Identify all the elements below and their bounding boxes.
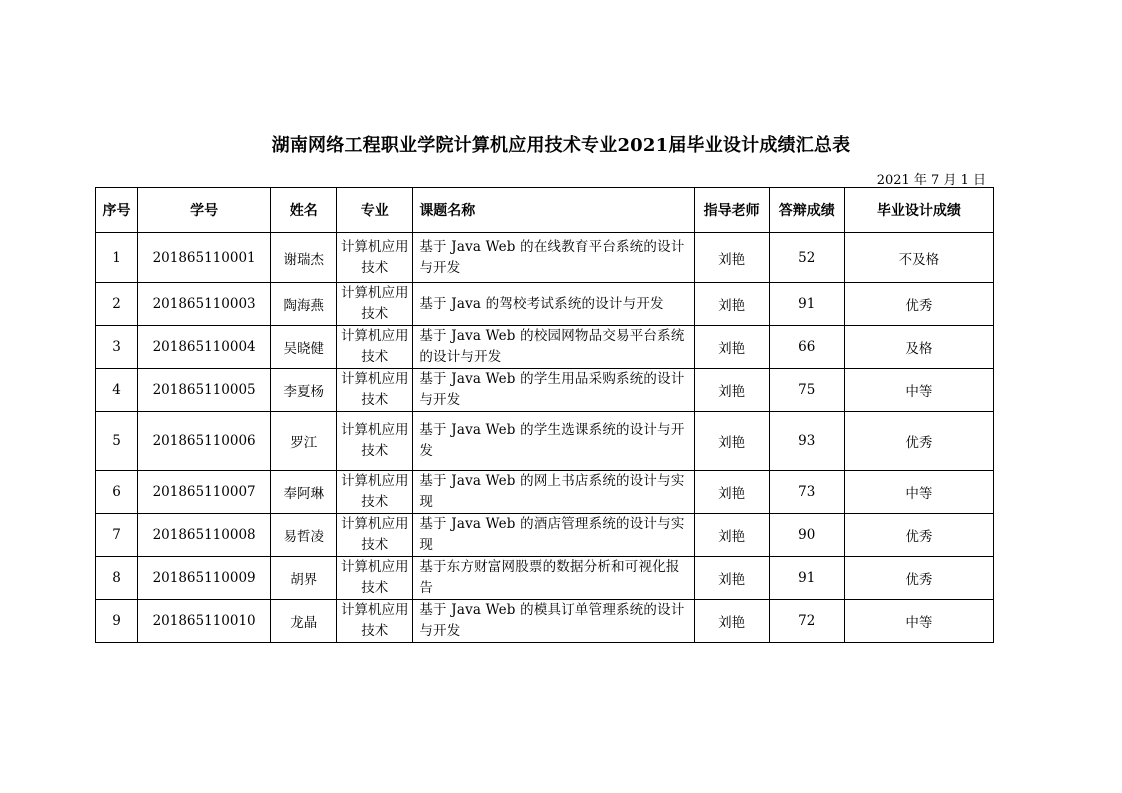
grades-table bbox=[95, 187, 994, 643]
cell-defense-score: 52 bbox=[769, 233, 844, 283]
cell-teacher: 刘艳 bbox=[694, 283, 769, 326]
table-row bbox=[96, 557, 994, 600]
document-date: 2021 年 7 月 1 日 bbox=[876, 173, 986, 188]
table-row bbox=[96, 326, 994, 369]
cell-name: 龙晶 bbox=[271, 600, 337, 643]
cell-major: 计算机应用技术 bbox=[337, 514, 413, 557]
table-row bbox=[96, 600, 994, 643]
cell-final-grade: 中等 bbox=[844, 471, 993, 514]
cell-major: 计算机应用技术 bbox=[337, 557, 413, 600]
cell-topic: 基于 Java Web 的酒店管理系统的设计与实现 bbox=[413, 514, 694, 557]
cell-no: 9 bbox=[96, 600, 138, 643]
cell-defense-score: 73 bbox=[769, 471, 844, 514]
cell-no: 3 bbox=[96, 326, 138, 369]
cell-name: 陶海燕 bbox=[271, 283, 337, 326]
cell-student-id: 201865110010 bbox=[138, 600, 271, 643]
cell-teacher: 刘艳 bbox=[694, 233, 769, 283]
cell-no: 1 bbox=[96, 233, 138, 283]
cell-major: 计算机应用技术 bbox=[337, 369, 413, 412]
cell-defense-score: 75 bbox=[769, 369, 844, 412]
header-teacher: 指导老师 bbox=[694, 188, 769, 233]
header-name: 姓名 bbox=[271, 188, 337, 233]
cell-student-id: 201865110006 bbox=[138, 412, 271, 471]
table-row bbox=[96, 369, 994, 412]
table-row bbox=[96, 514, 994, 557]
cell-final-grade: 中等 bbox=[844, 369, 993, 412]
cell-student-id: 201865110009 bbox=[138, 557, 271, 600]
table-row bbox=[96, 412, 994, 471]
cell-name: 谢瑞杰 bbox=[271, 233, 337, 283]
cell-defense-score: 66 bbox=[769, 326, 844, 369]
cell-teacher: 刘艳 bbox=[694, 326, 769, 369]
cell-topic: 基于 Java Web 的学生用品采购系统的设计与开发 bbox=[413, 369, 694, 412]
cell-major: 计算机应用技术 bbox=[337, 233, 413, 283]
cell-student-id: 201865110004 bbox=[138, 326, 271, 369]
cell-student-id: 201865110008 bbox=[138, 514, 271, 557]
cell-major: 计算机应用技术 bbox=[337, 471, 413, 514]
table-row bbox=[96, 283, 994, 326]
cell-teacher: 刘艳 bbox=[694, 412, 769, 471]
cell-name: 易哲凌 bbox=[271, 514, 337, 557]
cell-no: 4 bbox=[96, 369, 138, 412]
cell-no: 6 bbox=[96, 471, 138, 514]
cell-major: 计算机应用技术 bbox=[337, 600, 413, 643]
table-body bbox=[96, 233, 994, 643]
cell-name: 罗江 bbox=[271, 412, 337, 471]
header-topic: 课题名称 bbox=[413, 188, 694, 233]
cell-student-id: 201865110003 bbox=[138, 283, 271, 326]
header-defense-score: 答辩成绩 bbox=[769, 188, 844, 233]
cell-major: 计算机应用技术 bbox=[337, 326, 413, 369]
header-student-id: 学号 bbox=[138, 188, 271, 233]
cell-topic: 基于 Java 的驾校考试系统的设计与开发 bbox=[413, 283, 694, 326]
header-no: 序号 bbox=[96, 188, 138, 233]
cell-no: 7 bbox=[96, 514, 138, 557]
cell-final-grade: 优秀 bbox=[844, 412, 993, 471]
table-row bbox=[96, 471, 994, 514]
table-row bbox=[96, 233, 994, 283]
cell-defense-score: 90 bbox=[769, 514, 844, 557]
cell-defense-score: 72 bbox=[769, 600, 844, 643]
cell-defense-score: 91 bbox=[769, 557, 844, 600]
cell-major: 计算机应用技术 bbox=[337, 283, 413, 326]
cell-teacher: 刘艳 bbox=[694, 557, 769, 600]
cell-teacher: 刘艳 bbox=[694, 600, 769, 643]
cell-student-id: 201865110005 bbox=[138, 369, 271, 412]
cell-final-grade: 中等 bbox=[844, 600, 993, 643]
cell-name: 胡界 bbox=[271, 557, 337, 600]
cell-teacher: 刘艳 bbox=[694, 471, 769, 514]
cell-student-id: 201865110001 bbox=[138, 233, 271, 283]
cell-topic: 基于 Java Web 的校园网物品交易平台系统的设计与开发 bbox=[413, 326, 694, 369]
header-major: 专业 bbox=[337, 188, 413, 233]
cell-teacher: 刘艳 bbox=[694, 369, 769, 412]
cell-topic: 基于 Java Web 的网上书店系统的设计与实现 bbox=[413, 471, 694, 514]
header-final-grade: 毕业设计成绩 bbox=[844, 188, 993, 233]
cell-name: 吴晓健 bbox=[271, 326, 337, 369]
cell-teacher: 刘艳 bbox=[694, 514, 769, 557]
cell-student-id: 201865110007 bbox=[138, 471, 271, 514]
cell-no: 8 bbox=[96, 557, 138, 600]
cell-topic: 基于 Java Web 的学生选课系统的设计与开发 bbox=[413, 412, 694, 471]
cell-final-grade: 优秀 bbox=[844, 557, 993, 600]
cell-no: 2 bbox=[96, 283, 138, 326]
cell-major: 计算机应用技术 bbox=[337, 412, 413, 471]
cell-topic: 基于东方财富网股票的数据分析和可视化报告 bbox=[413, 557, 694, 600]
cell-final-grade: 优秀 bbox=[844, 283, 993, 326]
cell-name: 奉阿琳 bbox=[271, 471, 337, 514]
cell-topic: 基于 Java Web 的模具订单管理系统的设计与开发 bbox=[413, 600, 694, 643]
cell-topic: 基于 Java Web 的在线教育平台系统的设计与开发 bbox=[413, 233, 694, 283]
cell-final-grade: 及格 bbox=[844, 326, 993, 369]
cell-defense-score: 93 bbox=[769, 412, 844, 471]
cell-final-grade: 不及格 bbox=[844, 233, 993, 283]
table-header-row bbox=[96, 188, 994, 233]
cell-name: 李夏杨 bbox=[271, 369, 337, 412]
cell-no: 5 bbox=[96, 412, 138, 471]
cell-final-grade: 优秀 bbox=[844, 514, 993, 557]
cell-defense-score: 91 bbox=[769, 283, 844, 326]
document-title: 湖南网络工程职业学院计算机应用技术专业2021届毕业设计成绩汇总表 bbox=[271, 135, 851, 156]
